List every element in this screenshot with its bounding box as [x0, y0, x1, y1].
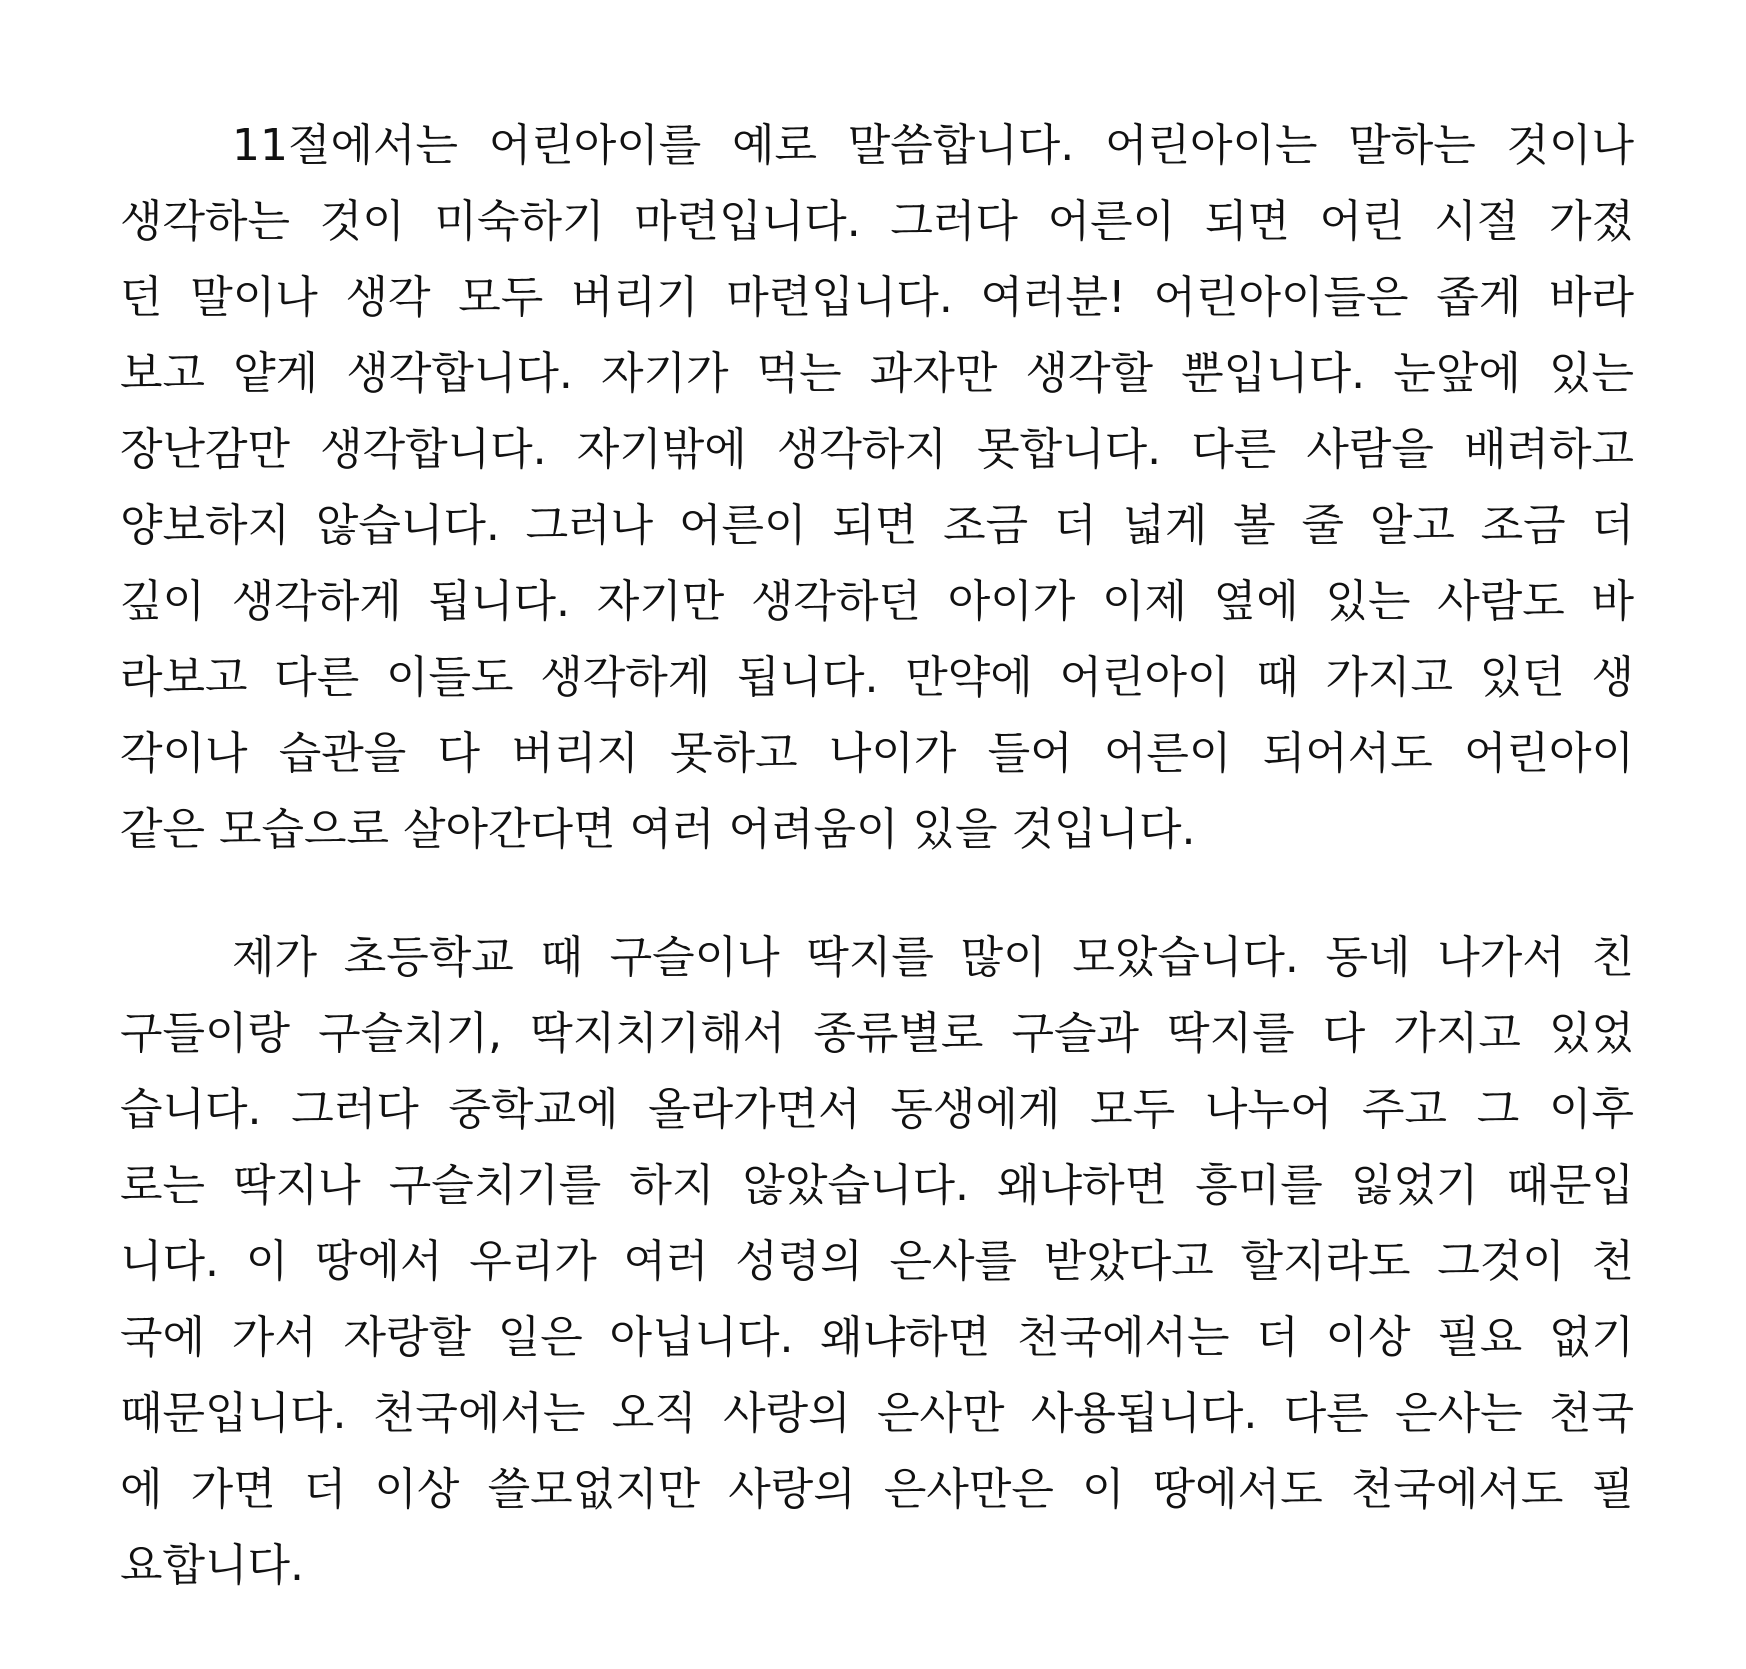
paragraph-1	[120, 108, 1634, 868]
paragraph-line: 때문입니다. 천국에서는 오직 사랑의 은사만 사용됩니다. 다른 은사는 천국	[120, 1388, 1634, 1439]
paragraph-line: 던 말이나 생각 모두 버리기 마련입니다. 여러분! 어린아이들은 좁게 바라	[120, 272, 1634, 323]
paragraph-line: 로는 딱지나 구슬치기를 하지 않았습니다. 왜냐하면 흥미를 잃었기 때문입	[120, 1160, 1634, 1211]
paragraph-2	[120, 920, 1634, 1604]
paragraph-line: 에 가면 더 이상 쓸모없지만 사랑의 은사만은 이 땅에서도 천국에서도 필	[120, 1464, 1634, 1515]
paragraph-line: 같은 모습으로 살아간다면 여러 어려움이 있을 것입니다.	[120, 804, 1196, 855]
paragraph-line: 습니다. 그러다 중학교에 올라가면서 동생에게 모두 나누어 주고 그 이후	[120, 1084, 1634, 1135]
paragraph-line: 생각하는 것이 미숙하기 마련입니다. 그러다 어른이 되면 어린 시절 가졌	[120, 196, 1634, 247]
paragraph-line: 11절에서는 어린아이를 예로 말씀합니다. 어린아이는 말하는 것이나	[232, 120, 1634, 171]
paragraph-line: 깊이 생각하게 됩니다. 자기만 생각하던 아이가 이제 옆에 있는 사람도 바	[120, 576, 1634, 627]
paragraph-line: 니다. 이 땅에서 우리가 여러 성령의 은사를 받았다고 할지라도 그것이 천	[120, 1236, 1634, 1287]
paragraph-line: 보고 얕게 생각합니다. 자기가 먹는 과자만 생각할 뿐입니다. 눈앞에 있는	[120, 348, 1634, 399]
paragraph-line: 국에 가서 자랑할 일은 아닙니다. 왜냐하면 천국에서는 더 이상 필요 없기	[120, 1312, 1634, 1363]
paragraph-line: 양보하지 않습니다. 그러나 어른이 되면 조금 더 넓게 볼 줄 알고 조금 더	[120, 500, 1634, 551]
paragraph-line: 장난감만 생각합니다. 자기밖에 생각하지 못합니다. 다른 사람을 배려하고	[120, 424, 1634, 475]
paragraph-line: 구들이랑 구슬치기, 딱지치기해서 종류별로 구슬과 딱지를 다 가지고 있었	[120, 1008, 1634, 1059]
paragraph-line: 제가 초등학교 때 구슬이나 딱지를 많이 모았습니다. 동네 나가서 친	[232, 932, 1634, 983]
paragraph-line: 요합니다.	[120, 1540, 305, 1591]
paragraph-line: 라보고 다른 이들도 생각하게 됩니다. 만약에 어린아이 때 가지고 있던 생	[120, 652, 1634, 703]
paragraph-line: 각이나 습관을 다 버리지 못하고 나이가 들어 어른이 되어서도 어린아이	[120, 728, 1634, 779]
